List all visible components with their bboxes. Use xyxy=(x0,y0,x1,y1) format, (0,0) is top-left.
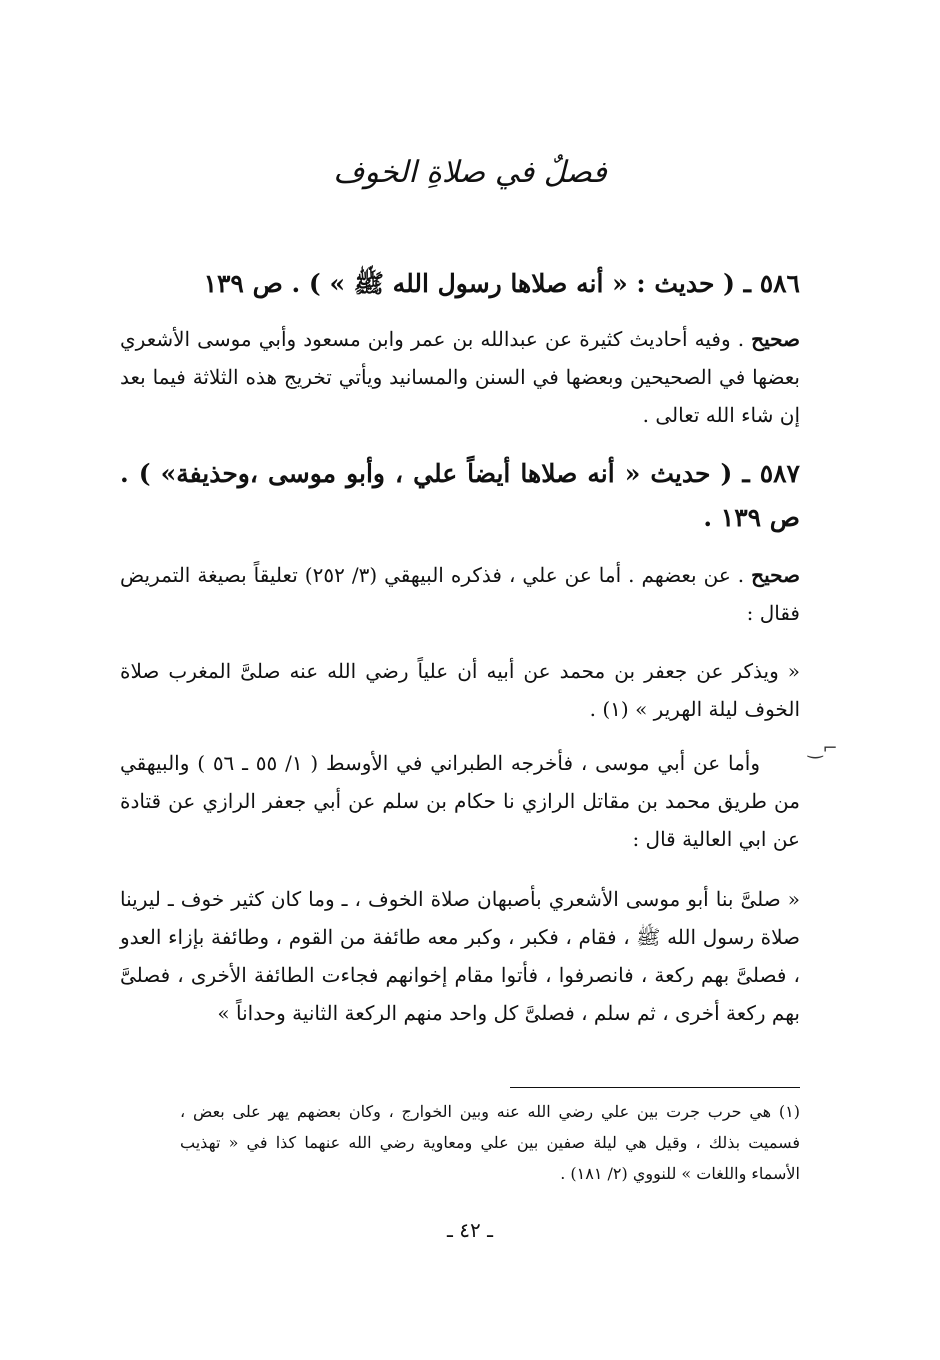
hadith-586-commentary xyxy=(120,320,800,434)
footnote-divider xyxy=(510,1087,800,1088)
abu-musa-takhrij: وأما عن أبي موسى ، فأخرجه الطبراني في الأوسط ( ١/ ٥٥ ـ ٥٦ ) والبيهقي من طريق محمد بن مقاتل الرازي نا حكام بن سلم عن أبي جعفر الرازي عن قتادة عن ابي العالية قال : xyxy=(120,751,800,851)
hadith-587-heading: ٥٨٧ ـ ( حديث « أنه صلاها أيضاً علي ، وأبو موسى ،وحذيفة» ) . ص ١٣٩ . xyxy=(120,459,800,532)
hadith-586-heading: ٥٨٦ ـ ( حديث : « أنه صلاها رسول الله ﷺ » ) . ص ١٣٩ xyxy=(203,269,800,298)
hadith-586-grade: صحيح xyxy=(751,327,800,351)
hadith-586-text: . وفيه أحاديث كثيرة عن عبدالله بن عمر وابن مسعود وأبي موسى الأشعري بعضها في الصحيحين وبعضها في السنن والمسانيد ويأتي تخريج هذه الثلاثة فيما بعد إن شاء الله تعالى . xyxy=(120,327,800,427)
footnote-1: (١) هي حرب جرت بين علي رضي الله عنه وبين الخوارج ، وكان بعضهم يهر على بعض ، فسميت بذلك ، وقيل هي ليلة صفين بين علي ومعاوية رضي الله عنهما كذا في « تهذيب الأسماء واللغات » للنووي (٢/ ١٨١) . xyxy=(180,1102,800,1183)
chapter-title: فصلٌ في صلاةِ الخوف xyxy=(333,155,607,190)
hadith-587-commentary xyxy=(120,556,800,632)
page-number: ـ ٤٢ ـ xyxy=(447,1218,493,1242)
margin-annotation-mark: ⌐‿ xyxy=(808,738,838,759)
hadith-587-grade: صحيح xyxy=(751,563,801,587)
quote-abu-musa: « صلىَّ بنا أبو موسى الأشعري بأصبهان صلاة الخوف ، ـ وما كان كثير خوف ـ ليرينا صلاة رسول الله ﷺ ، فقام ، فكبر ، وكبر معه طائفة من القوم ، وطائفة بإزاء العدو ، فصلىَّ بهم ركعة ، فانصرفوا ، فأتوا مقام إخوانهم فجاءت الطائفة الأخرى ، فصلىَّ بهم ركعة أخرى ، ثم سلم ، فصلىَّ كل واحد منهم الركعة الثانية وحداناً » xyxy=(120,887,800,1025)
hadith-587-text: . عن بعضهم . أما عن علي ، فذكره البيهقي (٣/ ٢٥٢) تعليقاً بصيغة التمريض فقال : xyxy=(120,563,800,625)
quote-ali: « ويذكر عن جعفر بن محمد عن أبيه أن علياً رضي الله عنه صلىَّ المغرب صلاة الخوف ليلة الهرير » (١) . xyxy=(120,659,800,721)
